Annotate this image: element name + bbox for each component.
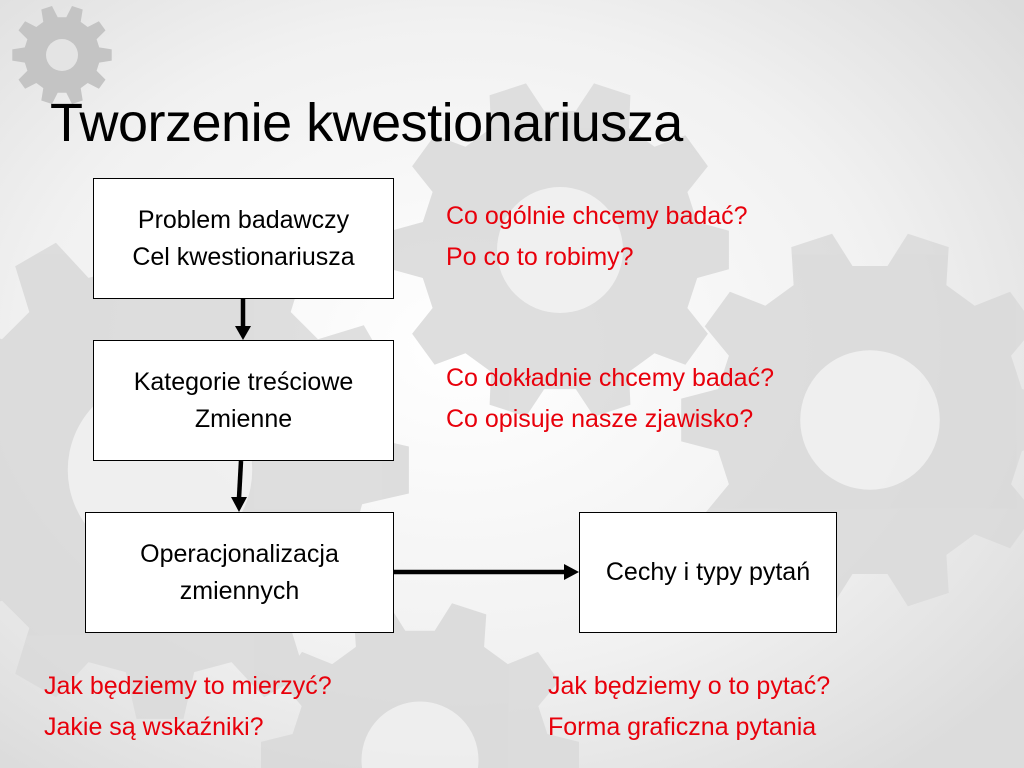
operacjonalizacja-box	[85, 512, 394, 633]
kategorie-note-line1: Co dokładnie chcemy badać?	[446, 364, 774, 392]
kategorie-note-line2: Co opisuje nasze zjawisko?	[446, 405, 754, 433]
problem-box-line1: Problem badawczy	[137, 205, 350, 234]
cechy-box	[579, 512, 837, 633]
problem-box	[93, 178, 394, 299]
operacjonalizacja-box-line1: Operacjonalizacja	[140, 539, 339, 568]
problem-note	[446, 196, 748, 278]
problem-box-line2: Cel kwestionariusza	[132, 242, 355, 271]
operacjonalizacja-note	[44, 666, 332, 748]
problem-note-line2: Po co to robimy?	[446, 243, 634, 271]
cechy-note-line2: Forma graficzna pytania	[548, 713, 817, 741]
cechy-note	[548, 666, 830, 748]
gear-hole	[46, 39, 78, 71]
slide-title: Tworzenie kwestionariusza	[50, 93, 683, 153]
cechy-note-line1: Jak będziemy o to pytać?	[548, 672, 831, 700]
operacjonalizacja-note-line2: Jakie są wskaźniki?	[44, 713, 264, 741]
problem-note-line1: Co ogólnie chcemy badać?	[446, 202, 748, 230]
cechy-box-line1: Cechy i typy pytań	[605, 558, 811, 586]
operacjonalizacja-box-line2: zmiennych	[179, 576, 300, 605]
gear-hole	[800, 350, 940, 490]
kategorie-box-line2: Zmienne	[194, 404, 293, 433]
kategorie-note	[446, 358, 774, 440]
kategorie-box	[93, 340, 394, 461]
operacjonalizacja-note-line1: Jak będziemy to mierzyć?	[44, 672, 332, 700]
kategorie-box-line1: Kategorie treściowe	[133, 367, 354, 396]
